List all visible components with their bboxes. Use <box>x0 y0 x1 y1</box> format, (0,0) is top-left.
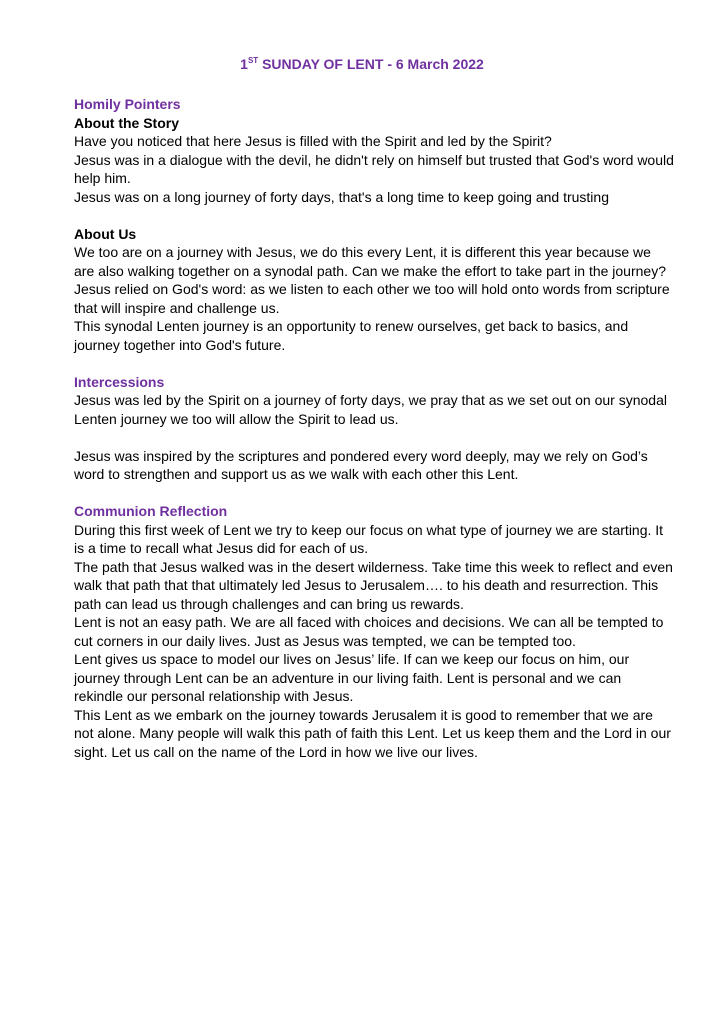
communion-paragraph: Lent gives us space to model our lives on Jesus’ life. If can we keep our focus on him, our journey through Lent can be an adventure in our living faith. Lent is personal and we can rekindle our personal relationship with Jesus. <box>74 651 630 704</box>
us-paragraph: Jesus relied on God's word: as we listen to each other we too will hold onto words from scripture that will inspire and challenge us. <box>74 281 670 316</box>
us-paragraph: We too are on a journey with Jesus, we do this every Lent, it is different this year because we are also walking together on a synodal path. Can we make the effort to take part in the journey? <box>74 244 666 279</box>
title-rest: SUNDAY OF LENT - 6 March 2022 <box>258 56 484 72</box>
communion-paragraph: Lent is not an easy path. We are all faced with choices and decisions. We can all be tempted to cut corners in our daily lives. Just as Jesus was tempted, we can be tempted too. <box>74 614 664 649</box>
title-prefix: 1 <box>240 56 248 72</box>
spacer <box>74 206 674 225</box>
spacer <box>74 428 674 447</box>
about-story-heading: About the Story <box>74 114 179 131</box>
communion-heading: Communion Reflection <box>74 503 228 519</box>
communion-paragraph: The path that Jesus walked was in the desert wilderness. Take time this week to reflect and even walk that path that that ultimately led Jesus to Jerusalem…. to his death and resurrection. This path can lead us through challenges and can bring us rewards. <box>74 558 673 612</box>
story-paragraph: Jesus was on a long journey of forty days, that's a long time to keep going and trusting <box>74 188 609 205</box>
spacer <box>74 354 674 373</box>
intercession-paragraph: Jesus was inspired by the scriptures and pondered every word deeply, may we rely on God’s word to strengthen and support us as we walk with each other this Lent. <box>74 447 648 482</box>
document-body <box>74 95 674 761</box>
story-paragraph: Have you noticed that here Jesus is filled with the Spirit and led by the Spirit? <box>74 133 552 149</box>
intercession-paragraph: Jesus was led by the Spirit on a journey of forty days, we pray that as we set out on our synodal Lenten journey we too will allow the Spirit to lead us. <box>74 392 667 427</box>
spacer <box>74 484 674 503</box>
story-paragraph: Jesus was in a dialogue with the devil, he didn't rely on himself but trusted that God's word would help him. <box>74 151 674 186</box>
page-title <box>0 55 724 73</box>
intercessions-heading: Intercessions <box>74 373 165 390</box>
about-us-heading: About Us <box>74 225 137 242</box>
us-paragraph: This synodal Lenten journey is an opportunity to renew ourselves, get back to basics, and journey together into God's future. <box>74 318 629 353</box>
communion-paragraph: This Lent as we embark on the journey towards Jerusalem it is good to remember that we are not alone. Many people will walk this path of faith this Lent. Let us keep them and the Lord in our sight. Let us call on the name of the Lord in how we live our lives. <box>74 706 671 760</box>
communion-paragraph: During this first week of Lent we try to keep our focus on what type of journey we are starting. It is a time to recall what Jesus did for each of us. <box>74 521 664 556</box>
homily-heading: Homily Pointers <box>74 96 181 112</box>
title-superscript: ST <box>247 56 259 65</box>
